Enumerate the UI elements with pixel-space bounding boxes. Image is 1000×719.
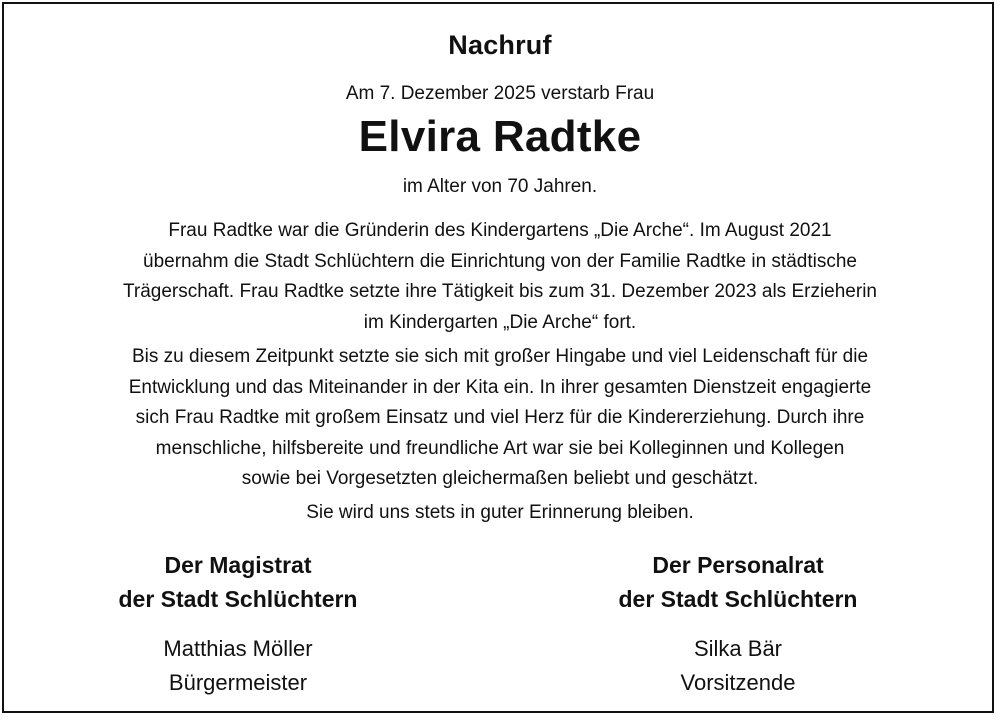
paragraph-line: Trägerschaft. Frau Radtke setzte ihre Tätigkeit bis zum 31. Dezember 2023 als Erzieherin	[122, 281, 877, 302]
paragraph-line: im Kindergarten „Die Arche“ fort.	[363, 311, 637, 333]
paragraph-line: menschliche, hilfsbereite und freundliche Art war sie bei Kolleginnen und Kollegen	[155, 437, 845, 459]
notice-heading: Nachruf	[448, 30, 552, 60]
signature-org-line: der Stadt Schlüchtern	[118, 586, 358, 612]
paragraph-tribute	[0, 342, 1000, 495]
closing-line: Sie wird uns stets in guter Erinnerung bleiben.	[306, 502, 694, 523]
signature-person-block	[528, 632, 948, 700]
paragraph-line: Entwicklung und das Miteinander in der Kita ein. In ihrer gesamten Dienstzeit engagierte	[128, 376, 872, 398]
signature-org-line: Der Magistrat	[164, 552, 312, 578]
signature-org-line: Der Personalrat	[652, 552, 824, 578]
paragraph-line: Frau Radtke war die Gründerin des Kindergartens „Die Arche“. Im August 2021	[168, 220, 832, 241]
signature-block-magistrat	[28, 548, 448, 700]
signature-person-role: Bürgermeister	[168, 670, 308, 695]
paragraph-line: sich Frau Radtke mit großem Einsatz und viel Herz für die Kindererziehung. Durch ihre	[135, 407, 865, 428]
signature-org-line: der Stadt Schlüchtern	[618, 586, 858, 612]
signature-person-name: Silka Bär	[693, 636, 783, 661]
age-line: im Alter von 70 Jahren.	[402, 176, 598, 197]
signature-block-personalrat	[528, 548, 948, 700]
paragraph-line: übernahm die Stadt Schlüchtern die Einrichtung von der Familie Radtke in städtische	[143, 250, 857, 272]
signature-person-role: Vorsitzende	[680, 670, 796, 695]
deceased-name: Elvira Radtke	[358, 112, 642, 161]
paragraph-biography	[0, 216, 1000, 338]
signature-person-block	[28, 632, 448, 700]
signature-person-name: Matthias Möller	[163, 636, 313, 661]
death-announcement-line: Am 7. Dezember 2025 verstarb Frau	[345, 83, 655, 104]
paragraph-line: Bis zu diesem Zeitpunkt setzte sie sich mit großer Hingabe und viel Leidenschaft für die	[131, 346, 869, 367]
paragraph-line: sowie bei Vorgesetzten gleichermaßen beliebt und geschätzt.	[241, 468, 759, 489]
